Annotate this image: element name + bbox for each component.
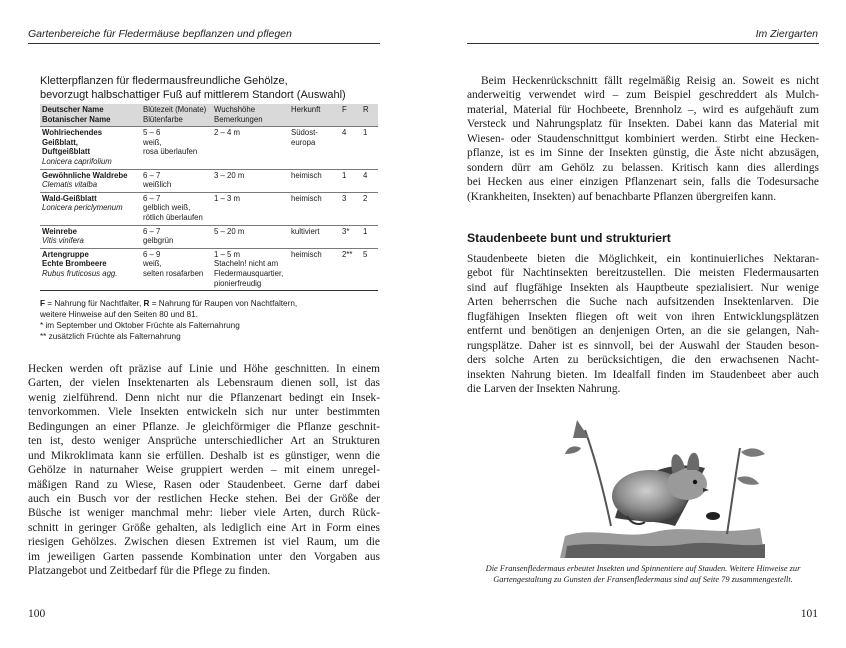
body-paragraph-right-2: Staudenbeete bieten die Möglichkeit, ein kontinuierliches Nektaran- gebot für Nachtinsekten bereitzustellen. Die meisten Fledermausarten sind auf flugfähige Insekten als Hauptbeute spezialisiert. Nur wenige Arten beherrschen die Suche nach aufsitzenden Insektenlarven. Die flugfähigen Insekten fliegen oft weit von ihren Entwicklungsplätzen entfernt und benötigen an denjenigen Orten, an die sie gelangen, Nah- rungsplätze. Daher ist es sinnvoll, bei der Auswahl der Stauden beson- ders solche Arten zu berücksichtigen, die den erwachsenen Nacht- insekten Nahrung bieten. Im Idealfall finden im Staudenbeet aber auch die Larven der Insekten Nahrung. — [467, 253, 819, 395]
table-note-line: weitere Hinweise auf den Seiten 80 und 81. — [40, 310, 198, 319]
climbing-plants-table — [40, 104, 378, 291]
header-rule-left — [28, 43, 380, 44]
section-heading: Staudenbeete bunt und strukturiert — [467, 231, 671, 245]
body-paragraph-right-1: Beim Heckenrückschnitt fällt regelmäßig Reisig an. Soweit es nicht anderweitig verwendet wird – zum Beispiel geschreddert als Mulch- material, Material für Hochbeete, Brennholz –, wird es aufgehäuft zum Versteck und Nahrungsplatz für Insekten. Dabei kann das Material mit Wiesen- oder Staudenschnittgut kombiniert werden. Stirbt eine Hecken- pflanze, ist es im Sinne der Insekten günstig, die Äste nicht abzusägen, sondern dürr am Gehölz zu belassen. Kritisch kann dies allerdings bei Hecken aus einer einzigen Pflanzenart sein, falls die Todesursache (Krankheiten, Insekten) auf benachbarte Pflanzen übergreifen kann. — [467, 75, 819, 203]
caption-line: Gartengestaltung zu Gunsten der Fransenfledermaus sind auf Seite 79 zusammengestellt. — [493, 575, 793, 584]
bat-illustration — [555, 408, 775, 558]
table-row: Weinrebe Vitis vinifera 6 – 7 gelbgrün 5 – 20 m kultiviert 3* 1 — [40, 225, 378, 248]
table-row: Gewöhnliche Waldrebe Clematis vitalba 6 – 7 weißlich 3 – 20 m heimisch 1 4 — [40, 169, 378, 192]
header-wuchs: Wuchshöhe Bemerkungen — [214, 105, 263, 124]
table-row: Artengruppe Echte Brombeere Rubus fruticosus agg. 6 – 9 weiß, selten rosafarben 1 – 5 m Stacheln! nicht am Fledermausquartier, pionierfreudig heimisch 2** 5 — [40, 248, 378, 290]
running-head-right: Im Ziergarten — [755, 28, 818, 40]
page-number-right: 101 — [800, 608, 818, 620]
header-name: Deutscher Name Botanischer Name — [42, 105, 111, 124]
header-herkunft: Herkunft — [291, 105, 321, 114]
illustration-caption — [458, 563, 828, 585]
running-head-left: Gartenbereiche für Fledermäuse bepflanzen und pflegen — [28, 28, 292, 40]
table-notes — [40, 298, 380, 342]
header-bluete: Blütezeit (Monate) Blütenfarbe — [143, 105, 207, 124]
caption-line: Die Fransenfledermaus erbeutet Insekten und Spinnentiere auf Stauden. Weitere Hinweise zur — [485, 564, 801, 573]
table-title — [40, 74, 370, 102]
table-note-line: F = Nahrung für Nachtfalter, R = Nahrung für Raupen von Nachtfaltern, — [40, 299, 298, 308]
header-rule-right — [467, 43, 819, 44]
table-note-line: * im September und Oktober Früchte als Falternahrung — [40, 321, 240, 330]
table-header-row — [40, 104, 378, 127]
table-title-line: Kletterpflanzen für fledermausfreundliche Gehölze, — [40, 75, 288, 87]
page-number-left: 100 — [28, 608, 46, 620]
header-r: R — [363, 105, 369, 114]
table-title-line: bevorzugt halbschattiger Fuß auf mittlerem Standort (Auswahl) — [40, 89, 346, 101]
body-paragraph-left: Hecken werden oft präzise auf Linie und Höhe geschnitten. In einem Garten, der vielen Insektenarten als Lebensraum dienen soll, ist das wenig zielführend. Denn nicht nur die Pflanzenart bedingt ein Insek- tenvorkommen. Viele Insekten entwickeln sich nur unter bestimmten Bedingungen an einer Pflanze. Je gleichförmiger die Pflanze geschnit- ten ist, desto weniger Ansprüche unterschiedlicher Art an Strukturen und Mikroklimata kann sie erfüllen. Deshalb ist es günstiger, wenn die Gehölze in naturnaher Weise gruppiert werden – mit einem unregel- mäßigen Rand zu Wiese, Rasen oder Staudenbeet. Gerne darf dabei auch ein Busch vor der restlichen Hecke stehen. Bei der Größe der Büsche ist weniger manchmal mehr: lieber viele Arten, durch Rück- schnitt in geringer Größe gehalten, als lediglich eine Art in Form eines riesigen Gehölzes. Zwischen diesen Extremen ist viel Raum, um die im jeweiligen Garten passende Kombination unter den Vorgaben aus Platzangebot und Zeitbedarf für die Pflege zu finden. — [28, 363, 380, 578]
table-note-line: ** zusätzlich Früchte als Falternahrung — [40, 332, 181, 341]
table-row: Wald-Geißblatt Lonicera periclymenum 6 – 7 gelblich weiß, rötlich überlaufen 1 – 3 m heimisch 3 2 — [40, 192, 378, 225]
table-row: Wohlriechendes Geißblatt, Duftgeißblatt Lonicera caprifolium 5 – 6 weiß, rosa überlaufen 2 – 4 m Südost- europa 4 1 — [40, 127, 378, 169]
header-f: F — [342, 105, 347, 114]
